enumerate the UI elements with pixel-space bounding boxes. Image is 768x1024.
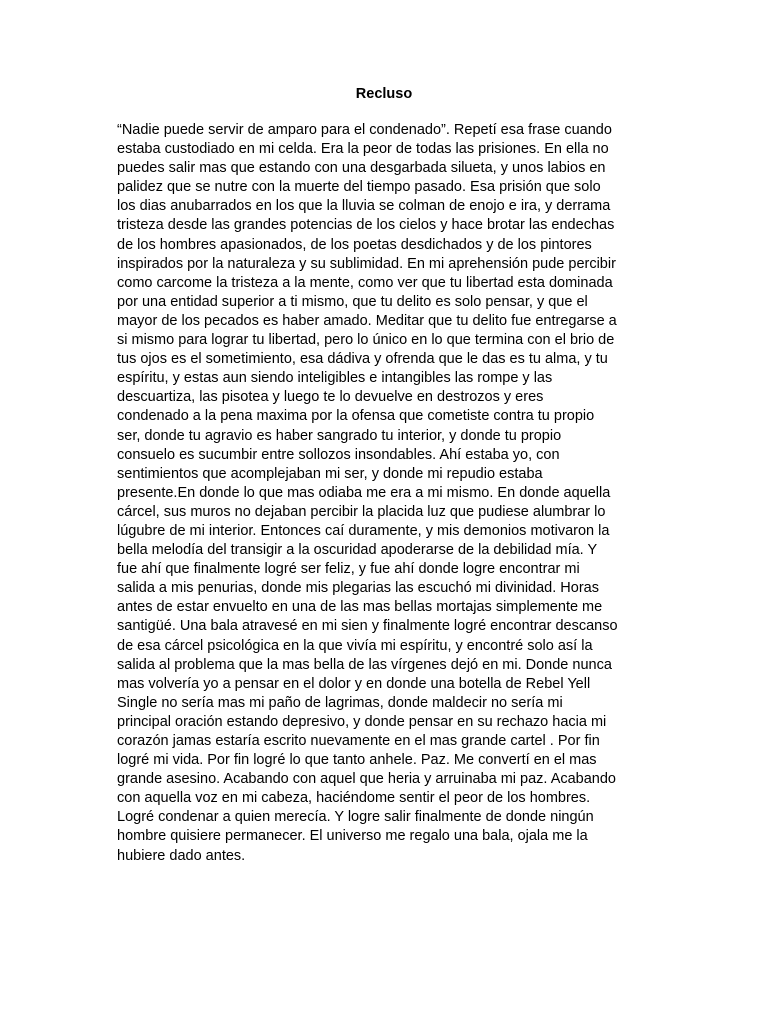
document-title: Recluso: [355, 86, 413, 102]
document-body: “Nadie puede servir de amparo para el condenado”. Repetí esa frase cuando estaba custodiado en mi celda. Era la peor de todas las prisiones. En ella no puedes salir mas que estando con una desgarbada silueta, y unos labios en palidez que se nutre con la muerte del tiempo pasado. Esa prisión que solo los dias anubarrados en los que la lluvia se colman de enojo e ira, y derrama tristeza desde las grandes potencias de los cielos y hace brotar las endechas de los hombres apasionados, de los poetas desdichados y de los pintores inspirados por la naturaleza y su sublimidad. En mi aprehensión pude percibir como carcome la tristeza a la mente, como ver que tu libertad esta dominada por una entidad superior a ti mismo, que tu delito es solo pensar, y que el mayor de los pecados es haber amado. Meditar que tu delito fue entregarse a si mismo para lograr tu libertad, pero lo único en lo que termina con el brio de tus ojos es el sometimiento, esa dádiva y ofrenda que le das es tu alma, y tu espíritu, y estas aun siendo inteligibles e intangibles las rompe y las descuartiza, las pisotea y luego te lo devuelve en destrozos y eres condenado a la pena maxima por la ofensa que cometiste contra tu propio ser, donde tu agravio es haber sangrado tu interior, y donde tu propio consuelo es sucumbir entre sollozos insondables. Ahí estaba yo, con sentimientos que acomplejaban mi ser, y donde mi repudio estaba presente.En donde lo que mas odiaba me era a mi mismo. En donde aquella cárcel, sus muros no dejaban percibir la placida luz que pudiese alumbrar lo lúgubre de mi interior. Entonces caí duramente, y mis demonios motivaron la bella melodía del transigir a la oscuridad apoderarse de la debilidad mía. Y fue ahí que finalmente logré ser feliz, y fue ahí donde logre encontrar mi salida a mis penurias, donde mis plegarias las escuchó mi divinidad. Horas antes de estar envuelto en una de las mas bellas mortajas simplemente me santigüé. Una bala atravesé en mi sien y finalmente logré encontrar descanso de esa cárcel psicológica en la que vivía mi espíritu, y encontré solo así la salida al problema que la mas bella de las vírgenes dejó en mi. Donde nunca mas volvería yo a pensar en el dolor y en donde una botella de Rebel Yell Single no sería mas mi paño de lagrimas, donde maldecir no sería mi principal oración estando depresivo, y donde pensar en su rechazo hacia mi corazón jamas estaría escrito nuevamente en el mas grande cartel . Por fin logré mi vida. Por fin logré lo que tanto anhele. Paz. Me convertí en el mas grande asesino. Acabando con aquel que heria y arruinaba mi paz. Acabando con aquella voz en mi cabeza, haciéndome sentir el peor de los hombres. Logré condenar a quien merecía. Y logre salir finalmente de donde ningún hombre quisiere permanecer. El universo me regalo una bala, ojala me la hubiere dado antes.: [117, 122, 618, 864]
